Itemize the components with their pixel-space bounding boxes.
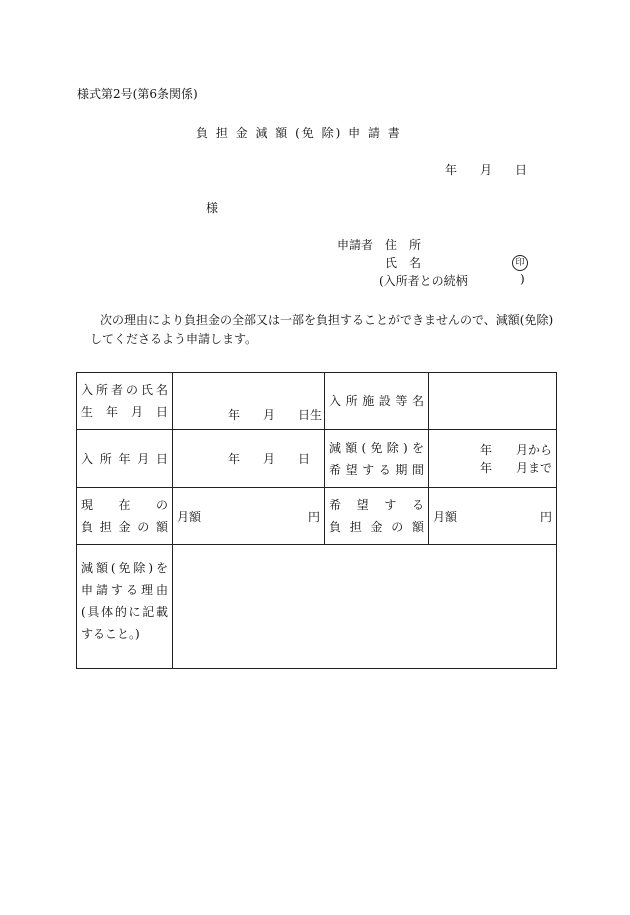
desired-yen-label: 円 — [539, 510, 552, 524]
current-label-2: 負担金の額 — [81, 520, 168, 534]
name-label: 氏 名 — [385, 256, 422, 270]
date-day: 日 — [515, 163, 528, 177]
relation-label: (入所者との続柄 — [379, 274, 468, 288]
birthdate-year: 年 — [228, 408, 241, 422]
birthdate-month: 月 — [263, 408, 276, 422]
table-row — [77, 430, 557, 488]
desired-label-1: 希 望 す る — [329, 498, 424, 512]
reason-label-2: 申請する理由 — [81, 583, 168, 597]
resident-name-birth-label-cell — [77, 373, 173, 430]
yen-label: 円 — [307, 510, 320, 524]
admission-date-field[interactable] — [173, 430, 325, 488]
birthdate-label: 生 年 月 日 — [81, 405, 168, 419]
seal-icon — [512, 254, 528, 271]
period-label-2: 希望する期間 — [329, 462, 424, 477]
application-table — [76, 372, 557, 669]
desired-label-2: 負担金の額 — [329, 520, 424, 534]
table-row — [77, 545, 557, 669]
table-row — [77, 488, 557, 545]
period-field[interactable] — [429, 430, 557, 488]
table-row — [77, 373, 557, 430]
reason-label-3: (具体的に記載 — [81, 605, 168, 619]
current-amount-field[interactable] — [173, 488, 325, 545]
desired-amount-label-cell — [325, 488, 429, 545]
page-title: 負 担 金 減 額 (免 除) 申 請 書 — [196, 126, 402, 140]
facility-label: 入所施設等名 — [329, 394, 424, 408]
resident-name-label: 入所者の氏名 — [81, 383, 168, 397]
resident-name-birthdate-field[interactable] — [173, 373, 325, 430]
applicant-heading: 申請者 — [337, 238, 374, 252]
period-to: 年 月まで — [479, 461, 552, 475]
body-text-line1: 次の理由により負担金の全部又は一部を負担することができませんので、減額(免除) — [100, 313, 554, 327]
date-year: 年 — [445, 163, 458, 177]
birthdate-day: 日生 — [298, 408, 323, 422]
monthly-label: 月額 — [177, 510, 202, 524]
current-amount-label-cell — [77, 488, 173, 545]
body-text-line2: してくださるよう申請します。 — [90, 332, 258, 346]
relation-close: ) — [520, 272, 525, 286]
addressee-suffix: 様 — [206, 201, 219, 215]
reason-label-cell — [77, 545, 173, 669]
reason-label-1: 減額(免除)を — [81, 561, 168, 575]
reason-field[interactable] — [173, 545, 557, 669]
admission-year: 年 — [228, 452, 241, 466]
period-label-1: 減額(免除)を — [329, 440, 424, 455]
facility-field[interactable] — [429, 373, 557, 430]
address-label: 住 所 — [385, 238, 422, 252]
desired-monthly-label: 月額 — [433, 510, 458, 524]
admission-day: 日 — [298, 452, 311, 466]
seal-mark: 印 — [512, 255, 528, 271]
desired-amount-field[interactable] — [429, 488, 557, 545]
reason-label-4: すること。) — [81, 627, 140, 641]
date-month: 月 — [480, 163, 493, 177]
admission-date-label-cell — [77, 430, 173, 488]
period-from: 年 月から — [479, 443, 552, 457]
admission-date-label: 入所年月日 — [81, 451, 168, 466]
admission-month: 月 — [263, 452, 276, 466]
period-label-cell — [325, 430, 429, 488]
form-number: 様式第2号(第6条関係) — [77, 87, 198, 101]
current-label-1: 現 在 の — [81, 498, 168, 512]
facility-label-cell — [325, 373, 429, 430]
